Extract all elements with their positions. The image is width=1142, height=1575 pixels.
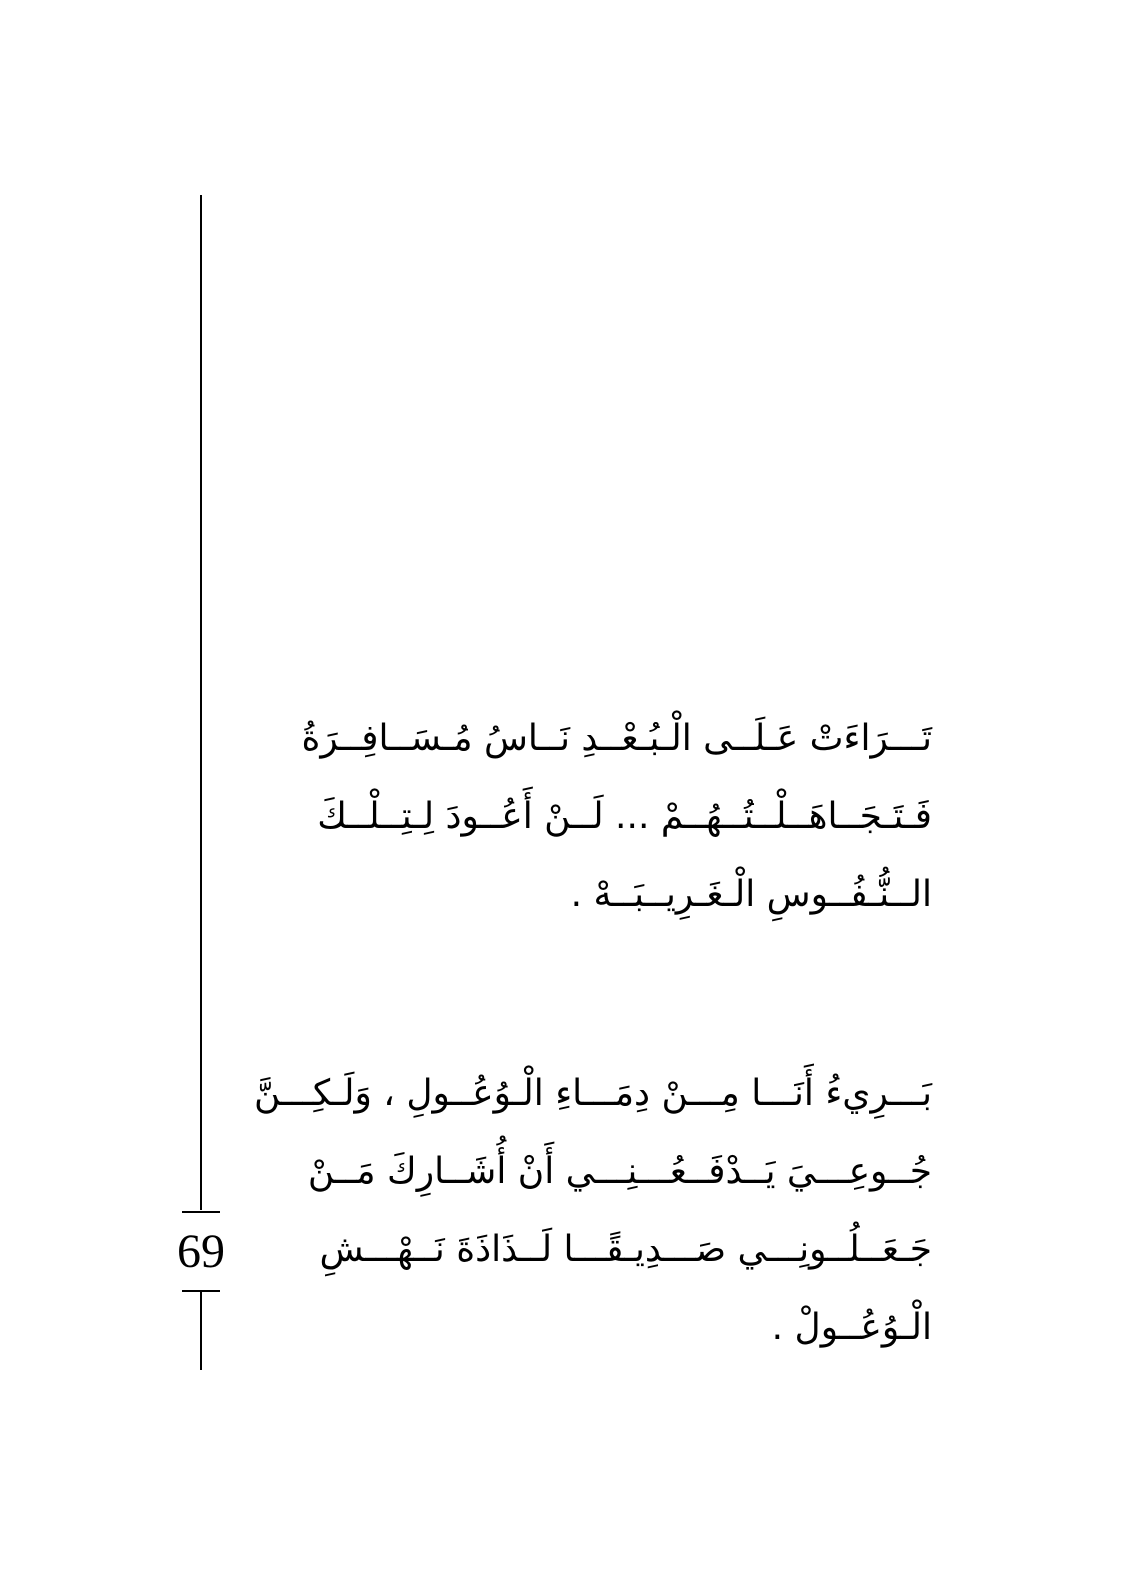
poem-line: جُــوعِـــيَ يَــدْفَــعُـــنِـــي أَنْ أُشَــارِكَ مَــنْ <box>307 1151 932 1192</box>
poem-line: الْـوُعُــولْ . <box>771 1307 932 1348</box>
vertical-rule-bottom <box>200 1292 202 1370</box>
rule-tick-top <box>182 1211 220 1213</box>
poem-line: جَـعَــلُــونِـــي صَـــدِيـقًـــا لَــذَاذَةَ نَــهْـــشِ <box>319 1229 932 1270</box>
page-number: 69 <box>177 1225 225 1278</box>
poem-line: تَـــرَاءَتْ عَـلَــى الْـبُـعْــدِ نَــاسُ مُـسَــافِــرَةُ <box>301 718 932 759</box>
poem-line: فَـتَـجَــاهَــلْــتُــهُــمْ ... لَــنْ أَعُــودَ لِـتِــلْــكَ <box>317 796 932 837</box>
poem-stanza-2 <box>254 1055 932 1367</box>
poem-stanza-1 <box>292 700 932 934</box>
poem-line: بَـــرِيءُ أَنَـــا مِـــنْ دِمَـــاءِ الْـوُعُــولِ ، وَلَـكِـــنَّ <box>254 1073 932 1114</box>
poem-line: الــنُّـفُــوسِ الْـغَـرِيــبَــهْ . <box>570 874 932 915</box>
vertical-rule-top <box>200 195 202 1210</box>
